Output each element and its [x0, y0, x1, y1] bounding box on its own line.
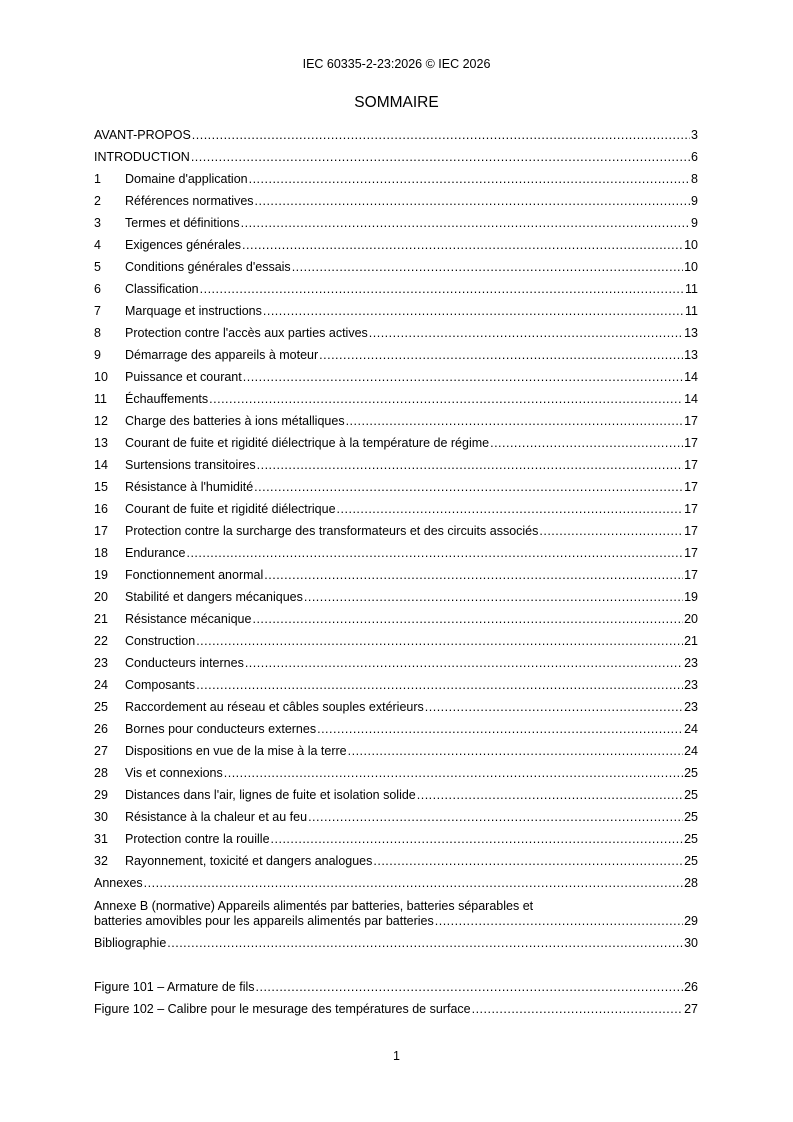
toc-leader-dots: [254, 476, 683, 498]
toc-entry-page: 27: [684, 1002, 698, 1016]
toc-entry-label: Protection contre la surcharge des transformateurs et des circuits associés: [125, 524, 539, 538]
toc-leader-dots: [255, 190, 691, 212]
toc-entry-label: Distances dans l'air, lignes de fuite et isolation solide: [125, 788, 416, 802]
toc-entry-clause[interactable]: [94, 234, 698, 256]
toc-entry-clause[interactable]: [94, 586, 698, 608]
toc-entry-page: 13: [684, 326, 698, 340]
toc-entry-number: 29: [94, 788, 108, 802]
toc-entry-page: 25: [684, 810, 698, 824]
toc-entry-page: 25: [684, 766, 698, 780]
toc-leader-dots: [257, 454, 683, 476]
toc-entry-label: Références normatives: [125, 194, 254, 208]
toc-entry-number: 28: [94, 766, 108, 780]
toc-entry-page: 14: [684, 392, 698, 406]
toc-leader-dots: [319, 344, 683, 366]
toc-entry-page: 19: [684, 590, 698, 604]
toc-entry-page: 14: [684, 370, 698, 384]
toc-entry-clause[interactable]: [94, 344, 698, 366]
toc-clauses: [94, 168, 698, 872]
toc-entry-front[interactable]: [94, 146, 698, 168]
toc-leader-dots: [369, 322, 683, 344]
toc-entry-page: 24: [684, 744, 698, 758]
toc-entry-clause[interactable]: [94, 608, 698, 630]
toc-leader-dots: [200, 278, 684, 300]
toc-entry-clause[interactable]: [94, 388, 698, 410]
toc-entry-label: Termes et définitions: [125, 216, 240, 230]
toc-entry-clause[interactable]: [94, 256, 698, 278]
toc-leader-dots: [472, 998, 684, 1020]
toc-entry-label: Courant de fuite et rigidité diélectrique à la température de régime: [125, 436, 490, 450]
toc-entry-label: Résistance à l'humidité: [125, 480, 254, 494]
toc-entry-number: 9: [94, 348, 101, 362]
toc-entry-page: 21: [684, 634, 698, 648]
page-header: IEC 60335-2-23:2026 © IEC 2026: [302, 57, 491, 71]
toc-entry-label: Endurance: [125, 546, 186, 560]
toc-entry-label: Bornes pour conducteurs externes: [125, 722, 317, 736]
toc-entry-page: 9: [691, 216, 698, 230]
toc-entry-front[interactable]: [94, 124, 698, 146]
toc-leader-dots: [186, 542, 683, 564]
toc-leader-dots: [373, 850, 683, 872]
toc-entry-page: 17: [684, 524, 698, 538]
toc-entry-number: 15: [94, 480, 108, 494]
toc-entry-label: Bibliographie: [94, 936, 167, 950]
toc-entry-number: 14: [94, 458, 108, 472]
toc-entry-label: Résistance mécanique: [125, 612, 252, 626]
toc-entry-page: 24: [684, 722, 698, 736]
toc-entry-clause[interactable]: [94, 278, 698, 300]
toc-entry-label: Figure 102 – Calibre pour le mesurage des températures de surface: [94, 1002, 471, 1016]
toc-entry-label: Conducteurs internes: [125, 656, 244, 670]
toc-entry-clause[interactable]: [94, 784, 698, 806]
toc-entry-bibliography[interactable]: [94, 932, 698, 954]
toc-entry-label: Échauffements: [125, 392, 209, 406]
toc-entry-label: Exigences générales: [125, 238, 242, 252]
toc-entry-label: Domaine d'application: [125, 172, 248, 186]
toc-entry-page: 28: [684, 876, 698, 890]
toc-entry-clause[interactable]: [94, 476, 698, 498]
toc-entry-page: 17: [684, 546, 698, 560]
toc-leader-dots: [252, 608, 683, 630]
toc-entry-page: 25: [684, 854, 698, 868]
toc-entry-page: 3: [691, 128, 698, 142]
toc-entry-number: 17: [94, 524, 108, 538]
toc-entry-number: 32: [94, 854, 108, 868]
toc-entry-clause[interactable]: [94, 498, 698, 520]
toc-entry-number: 31: [94, 832, 108, 846]
toc-entry-clause[interactable]: [94, 564, 698, 586]
toc-entry-label: Conditions générales d'essais: [125, 260, 291, 274]
toc-entry-number: 2: [94, 194, 101, 208]
toc-entry-label: Courant de fuite et rigidité diélectrique: [125, 502, 336, 516]
toc-entry-page: 17: [684, 436, 698, 450]
toc-entry-clause[interactable]: [94, 542, 698, 564]
toc-entry-page: 20: [684, 612, 698, 626]
toc-entry-label: Vis et connexions: [125, 766, 223, 780]
toc-entry-page: 17: [684, 480, 698, 494]
toc-leader-dots: [263, 300, 684, 322]
toc-leader-dots: [224, 762, 683, 784]
toc-leader-dots: [242, 234, 683, 256]
toc-entry-number: 7: [94, 304, 101, 318]
toc-entry-clause[interactable]: [94, 366, 698, 388]
toc-entry-number: 22: [94, 634, 108, 648]
toc-entry-page: 8: [691, 172, 698, 186]
toc-leader-dots: [249, 168, 690, 190]
toc-entry-clause[interactable]: [94, 454, 698, 476]
toc-entry-label: Raccordement au réseau et câbles souples extérieurs: [125, 700, 424, 714]
toc-entry-clause[interactable]: [94, 718, 698, 740]
toc-leader-dots: [308, 806, 683, 828]
toc-entry-clause[interactable]: [94, 762, 698, 784]
toc-entry-clause[interactable]: [94, 630, 698, 652]
toc-entry-number: 27: [94, 744, 108, 758]
toc-leader-dots: [292, 256, 683, 278]
toc-entry-clause[interactable]: [94, 322, 698, 344]
toc-entry-clause[interactable]: [94, 300, 698, 322]
toc-entry-label: Construction: [125, 634, 196, 648]
toc-entry-page: 23: [684, 700, 698, 714]
toc-entry-clause[interactable]: [94, 674, 698, 696]
toc-leader-dots: [243, 366, 683, 388]
toc-entry-page: 17: [684, 568, 698, 582]
toc-entry-page: 17: [684, 502, 698, 516]
toc-entry-annexes[interactable]: [94, 872, 698, 894]
toc-entry-number: 10: [94, 370, 108, 384]
toc-entry-number: 26: [94, 722, 108, 736]
toc-entry-label: INTRODUCTION: [94, 150, 190, 164]
toc-entry-clause[interactable]: [94, 520, 698, 542]
toc-entry-page: 6: [691, 150, 698, 164]
toc-leader-dots: [304, 586, 683, 608]
toc-entry-page: 23: [684, 656, 698, 670]
toc-entry-page: 25: [684, 832, 698, 846]
toc-leader-dots: [256, 976, 684, 998]
toc-entry-number: 1: [94, 172, 101, 186]
toc-entry-annex-b[interactable]: [94, 894, 698, 932]
toc-entry-clause[interactable]: [94, 696, 698, 718]
toc-entry-number: 16: [94, 502, 108, 516]
toc-entry-number: 13: [94, 436, 108, 450]
toc-leader-dots: [245, 652, 683, 674]
toc-entry-clause[interactable]: [94, 432, 698, 454]
toc-leader-dots: [417, 784, 683, 806]
toc-leader-dots: [196, 630, 683, 652]
toc-entry-label: Surtensions transitoires: [125, 458, 256, 472]
toc-leader-dots: [337, 498, 684, 520]
toc-entry-clause[interactable]: [94, 190, 698, 212]
toc-entry-label-line2: batteries amovibles pour les appareils alimentés par batteries: [94, 914, 434, 928]
toc-leader-dots: [167, 932, 683, 954]
toc-entry-page: 29: [684, 914, 698, 928]
toc-entry-label: Stabilité et dangers mécaniques: [125, 590, 303, 604]
toc-entry-number: 5: [94, 260, 101, 274]
toc-entry-number: 19: [94, 568, 108, 582]
toc-leader-dots: [317, 718, 683, 740]
toc-entry-page: 10: [684, 238, 698, 252]
toc-entry-label: Charge des batteries à ions métalliques: [125, 414, 345, 428]
toc-leader-dots: [435, 914, 683, 929]
toc-entry-number: 20: [94, 590, 108, 604]
toc-leader-dots: [490, 432, 683, 454]
toc-entry-clause[interactable]: [94, 168, 698, 190]
toc-entry-clause[interactable]: [94, 652, 698, 674]
toc-entry-figure[interactable]: [94, 976, 698, 998]
toc-entry-page: 10: [684, 260, 698, 274]
toc-leader-dots: [192, 124, 690, 146]
toc-entry-label: Résistance à la chaleur et au feu: [125, 810, 308, 824]
toc-entry-label: Annexes: [94, 876, 143, 890]
toc-entry-number: 30: [94, 810, 108, 824]
toc-entry-page: 23: [684, 678, 698, 692]
toc-leader-dots: [196, 674, 683, 696]
toc-entry-label: Dispositions en vue de la mise à la terre: [125, 744, 347, 758]
toc-entry-label: Figure 101 – Armature de fils: [94, 980, 255, 994]
toc-entry-number: 25: [94, 700, 108, 714]
toc-entry-label: AVANT-PROPOS: [94, 128, 191, 142]
toc-entry-number: 8: [94, 326, 101, 340]
toc-entry-page: 26: [684, 980, 698, 994]
toc-leader-dots: [348, 740, 683, 762]
toc-entry-label: Puissance et courant: [125, 370, 242, 384]
section-spacer: [94, 954, 698, 976]
toc-entry-number: 18: [94, 546, 108, 560]
toc-entry-label: Protection contre l'accès aux parties actives: [125, 326, 368, 340]
toc-entry-page: 11: [685, 304, 698, 318]
toc-entry-number: 23: [94, 656, 108, 670]
toc-leader-dots: [346, 410, 684, 432]
toc-entry-number: 24: [94, 678, 108, 692]
toc-entry-number: 4: [94, 238, 101, 252]
page-title: SOMMAIRE: [354, 94, 439, 111]
toc-leader-dots: [539, 520, 683, 542]
toc-entry-label: Composants: [125, 678, 196, 692]
toc-entry-page: 17: [684, 414, 698, 428]
toc-entry-label: Démarrage des appareils à moteur: [125, 348, 319, 362]
toc-leader-dots: [271, 828, 684, 850]
toc-entry-label: Rayonnement, toxicité et dangers analogues: [125, 854, 373, 868]
toc-entry-page: 13: [684, 348, 698, 362]
toc-entry-clause[interactable]: [94, 850, 698, 872]
toc-entry-clause[interactable]: [94, 740, 698, 762]
toc-entry-page: 17: [684, 458, 698, 472]
toc-entry-page: 30: [684, 936, 698, 950]
toc-entry-page: 9: [691, 194, 698, 208]
toc-leader-dots: [241, 212, 690, 234]
toc-leader-dots: [191, 146, 690, 168]
toc-leader-dots: [144, 872, 683, 894]
toc-entry-number: 21: [94, 612, 108, 626]
toc-entry-page: 25: [684, 788, 698, 802]
toc-entry-label-line1: Annexe B (normative) Appareils alimentés par batteries, batteries séparables et: [94, 899, 534, 913]
page-number: 1: [393, 1049, 400, 1063]
toc-leader-dots: [209, 388, 683, 410]
toc-entry-number: 3: [94, 216, 101, 230]
toc-entry-label: Fonctionnement anormal: [125, 568, 264, 582]
toc-entry-number: 6: [94, 282, 101, 296]
toc-entry-label: Marquage et instructions: [125, 304, 262, 318]
table-of-contents: [94, 124, 698, 1020]
toc-front-matter: [94, 124, 698, 168]
toc-entry-figure[interactable]: [94, 998, 698, 1020]
toc-entry-clause[interactable]: [94, 410, 698, 432]
toc-entry-label: Classification: [125, 282, 199, 296]
toc-entry-page: 11: [685, 282, 698, 296]
toc-entry-clause[interactable]: [94, 806, 698, 828]
toc-entry-clause[interactable]: [94, 212, 698, 234]
toc-entry-number: 11: [94, 392, 107, 406]
toc-entry-number: 12: [94, 414, 108, 428]
toc-figures: [94, 976, 698, 1020]
toc-entry-label: Protection contre la rouille: [125, 832, 270, 846]
toc-leader-dots: [425, 696, 683, 718]
toc-leader-dots: [264, 564, 683, 586]
toc-entry-clause[interactable]: [94, 828, 698, 850]
